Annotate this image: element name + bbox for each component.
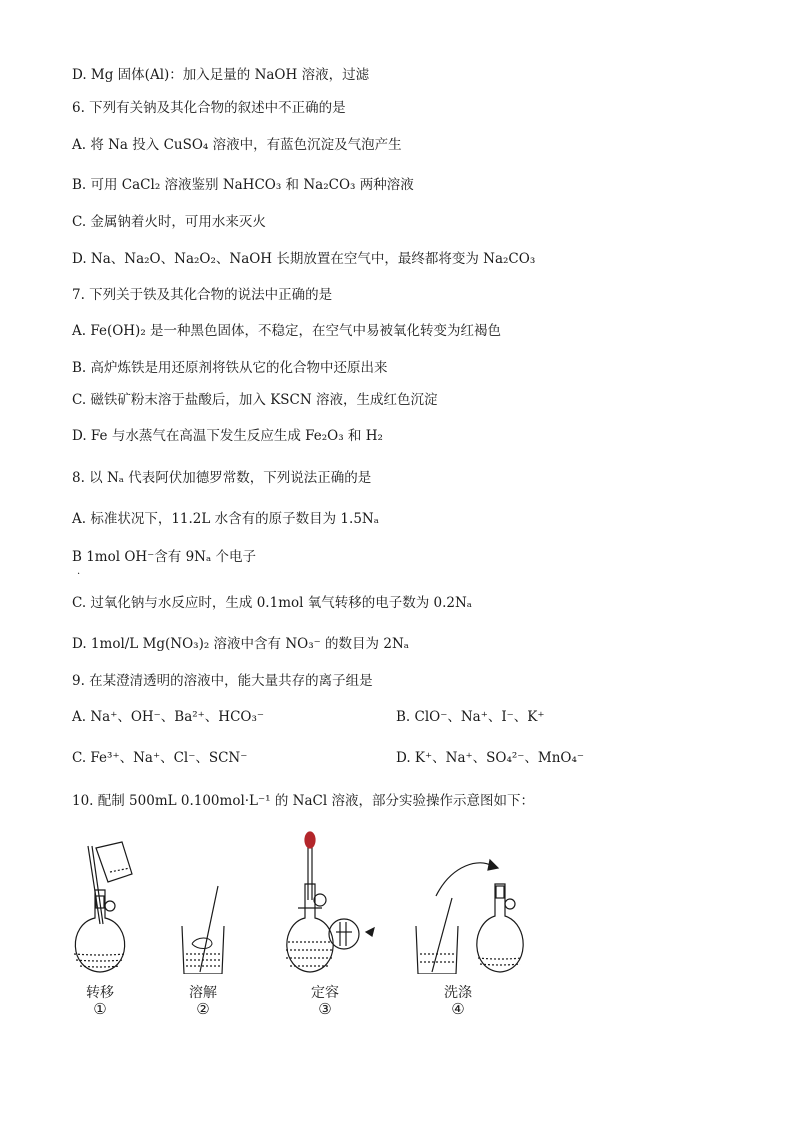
transfer-apparatus: [74, 842, 132, 972]
step-number: ④: [451, 1000, 465, 1018]
option-line: B. ClO⁻、Na⁺、I⁻、K⁺: [396, 709, 545, 725]
question-stem: 8. 以 Nₐ 代表阿伏加德罗常数，下列说法正确的是: [72, 470, 372, 486]
question-stem: 9. 在某澄清透明的溶液中，能大量共存的离子组是: [72, 673, 373, 689]
option-line: B. 高炉炼铁是用还原剂将铁从它的化合物中还原出来: [72, 360, 388, 376]
experiment-figure: [60, 824, 540, 1024]
stray-dot: .: [77, 566, 81, 577]
caption-transfer: 转移: [86, 985, 114, 1001]
caption-wash: 洗涤: [444, 985, 472, 1001]
question-stem: 6. 下列有关钠及其化合物的叙述中不正确的是: [72, 100, 346, 116]
wash-apparatus: [416, 860, 523, 974]
step-number: ③: [318, 1000, 332, 1018]
option-line: C. 磁铁矿粉末溶于盐酸后，加入 KSCN 溶液，生成红色沉淀: [72, 392, 438, 408]
option-line: B 1mol OH⁻含有 9Nₐ 个电子: [72, 549, 256, 565]
option-line: D. 1mol/L Mg(NO₃)₂ 溶液中含有 NO₃⁻ 的数目为 2Nₐ: [72, 636, 409, 652]
option-line: D. K⁺、Na⁺、SO₄²⁻、MnO₄⁻: [396, 750, 585, 766]
dropper-bulb: [305, 832, 315, 848]
option-line: C. 过氧化钠与水反应时，生成 0.1mol 氧气转移的电子数为 0.2Nₐ: [72, 595, 473, 611]
experiment-diagram: [60, 824, 540, 974]
option-line: A. Na⁺、OH⁻、Ba²⁺、HCO₃⁻: [72, 709, 264, 725]
option-line: C. 金属钠着火时，可用水来灭火: [72, 214, 266, 230]
option-line: D. Na、Na₂O、Na₂O₂、NaOH 长期放置在空气中，最终都将变为 Na₂CO₃: [72, 251, 536, 267]
caption-fix-volume: 定容: [311, 985, 339, 1001]
option-line: C. Fe³⁺、Na⁺、Cl⁻、SCN⁻: [72, 750, 248, 766]
fix-volume-apparatus: [286, 846, 374, 972]
question-stem: 7. 下列关于铁及其化合物的说法中正确的是: [72, 287, 333, 303]
caption-dissolve: 溶解: [189, 985, 217, 1001]
option-line: A. 标准状况下，11.2L 水含有的原子数目为 1.5Nₐ: [72, 511, 379, 527]
option-line: B. 可用 CaCl₂ 溶液鉴别 NaHCO₃ 和 Na₂CO₃ 两种溶液: [72, 177, 414, 193]
option-line: A. 将 Na 投入 CuSO₄ 溶液中，有蓝色沉淀及气泡产生: [72, 137, 402, 153]
question-stem: 10. 配制 500mL 0.100mol·L⁻¹ 的 NaCl 溶液，部分实验操作示意图如下：: [72, 793, 534, 809]
question-line: D. Mg 固体(Al)：加入足量的 NaOH 溶液，过滤: [72, 67, 370, 83]
step-number: ①: [93, 1000, 107, 1018]
dissolve-apparatus: [182, 886, 224, 974]
option-line: A. Fe(OH)₂ 是一种黑色固体，不稳定，在空气中易被氧化转变为红褐色: [72, 323, 502, 339]
step-number: ②: [196, 1000, 210, 1018]
option-line: D. Fe 与水蒸气在高温下发生反应生成 Fe₂O₃ 和 H₂: [72, 428, 383, 444]
